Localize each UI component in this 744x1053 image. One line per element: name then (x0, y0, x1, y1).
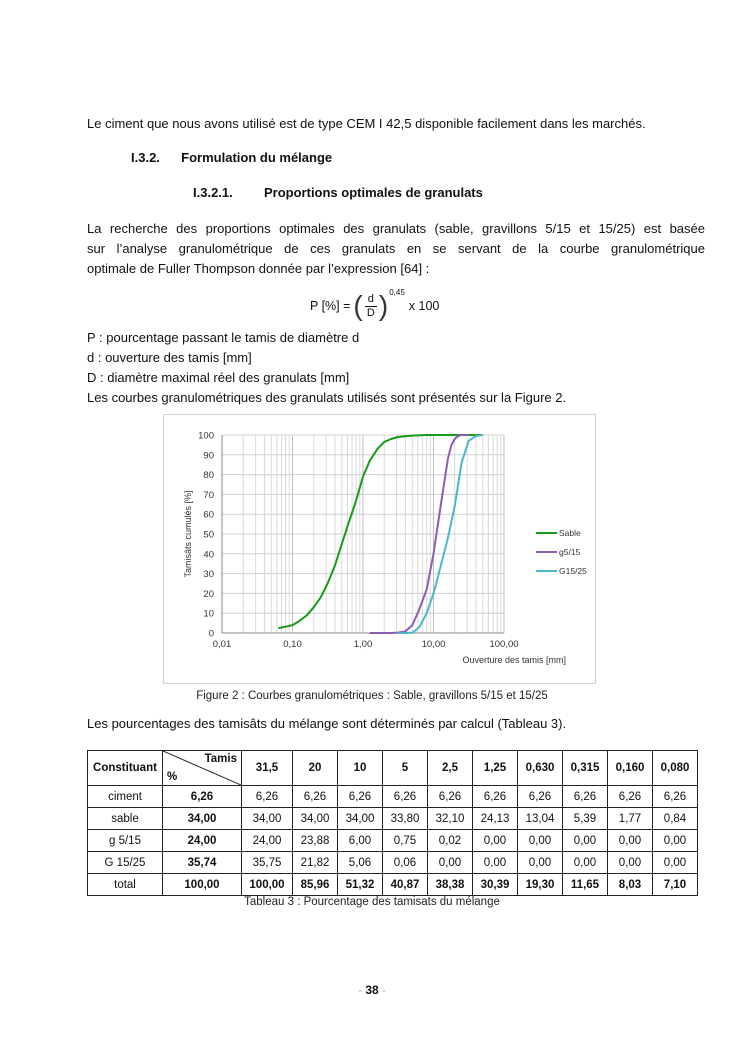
row-value: 11,65 (563, 874, 608, 896)
table-intro: Les pourcentages des tamisâts du mélange sont déterminés par calcul (Tableau 3). (87, 716, 567, 731)
y-tick-label: 60 (203, 509, 214, 521)
paren-left: ( (353, 290, 363, 321)
page-dash-left: - (357, 983, 362, 997)
legend-label: g5/15 (559, 547, 581, 557)
row-value: 6,26 (242, 786, 293, 808)
row-value: 0,00 (608, 830, 653, 852)
row-value: 35,75 (242, 852, 293, 874)
header-pct: % (167, 771, 178, 783)
row-value: 0,00 (473, 852, 518, 874)
granulometry-chart (163, 414, 596, 684)
row-value: 6,00 (338, 830, 383, 852)
y-tick-label: 20 (203, 588, 214, 600)
row-value: 7,10 (653, 874, 698, 896)
formula-denominator: D (366, 306, 375, 319)
row-value: 51,32 (338, 874, 383, 896)
row-value: 6,26 (293, 786, 338, 808)
row-value: 5,39 (563, 808, 608, 830)
row-value: 38,38 (428, 874, 473, 896)
header-tamis-pct (163, 751, 242, 786)
formula-exponent: 0,45 (389, 287, 405, 297)
header-sieve: 0,080 (653, 751, 698, 786)
row-value: 6,26 (338, 786, 383, 808)
formula-fraction (365, 293, 377, 320)
table-body (88, 786, 698, 896)
y-tick-label: 10 (203, 608, 214, 620)
table-header-row (88, 751, 698, 786)
row-value: 6,26 (653, 786, 698, 808)
row-value: 0,00 (563, 830, 608, 852)
row-value: 5,06 (338, 852, 383, 874)
row-constituant: g 5/15 (88, 830, 163, 852)
y-tick-label: 40 (203, 549, 214, 561)
definition-line: Les courbes granulométriques des granulats utilisés sont présentés sur la Figure 2. (87, 390, 567, 405)
y-tick-label: 70 (203, 489, 214, 501)
row-value: 6,26 (428, 786, 473, 808)
row-value: 6,26 (563, 786, 608, 808)
row-value: 0,02 (428, 830, 473, 852)
row-value: 0,00 (428, 852, 473, 874)
row-value: 6,26 (518, 786, 563, 808)
x-tick-label: 1,00 (353, 639, 373, 650)
header-sieve: 20 (293, 751, 338, 786)
row-value: 6,26 (473, 786, 518, 808)
row-value: 33,80 (383, 808, 428, 830)
formula-numerator: d (365, 293, 377, 307)
row-value: 34,00 (293, 808, 338, 830)
paragraph (87, 219, 705, 279)
row-pct: 100,00 (163, 874, 242, 896)
row-value: 100,00 (242, 874, 293, 896)
row-value: 23,88 (293, 830, 338, 852)
header-sieve: 0,630 (518, 751, 563, 786)
paragraph-line: sur l’analyse granulométrique de ces granulats en se servant de la courbe granulométrique (87, 241, 705, 256)
y-tick-label: 100 (198, 430, 214, 442)
header-sieve: 0,160 (608, 751, 653, 786)
row-constituant: total (88, 874, 163, 896)
definitions (87, 328, 566, 408)
table-row (88, 874, 698, 896)
table-row (88, 852, 698, 874)
x-tick-label: 0,01 (212, 639, 232, 650)
row-value: 0,75 (383, 830, 428, 852)
row-value: 21,82 (293, 852, 338, 874)
series-line-sable (278, 435, 482, 628)
table-row (88, 786, 698, 808)
x-tick-label: 10,00 (421, 639, 446, 650)
section-number: I.3.2. (131, 150, 160, 165)
row-value: 34,00 (338, 808, 383, 830)
row-value: 13,04 (518, 808, 563, 830)
row-pct: 6,26 (163, 786, 242, 808)
definition-line: P : pourcentage passant le tamis de diamètre d (87, 330, 360, 345)
row-pct: 35,74 (163, 852, 242, 874)
table-row (88, 808, 698, 830)
x-tick-label: 0,10 (283, 639, 302, 650)
row-value: 0,00 (653, 830, 698, 852)
paragraph-line: optimale de Fuller Thompson donnée par l’expression [64] : (87, 261, 430, 276)
legend-label: Sable (559, 528, 581, 538)
y-tick-label: 30 (203, 569, 214, 581)
header-sieve: 1,25 (473, 751, 518, 786)
paren-right: ) (378, 290, 389, 321)
row-value: 0,00 (608, 852, 653, 874)
header-sieve: 5 (383, 751, 428, 786)
row-value: 0,00 (518, 852, 563, 874)
table-caption: Tableau 3 : Pourcentage des tamisats du mélange (244, 896, 500, 908)
header-constituant: Constituant (88, 751, 163, 786)
row-value: 0,00 (563, 852, 608, 874)
section-title: Formulation du mélange (181, 150, 333, 165)
row-value: 0,00 (473, 830, 518, 852)
row-value: 30,39 (473, 874, 518, 896)
row-value: 0,00 (518, 830, 563, 852)
legend-label: G15/25 (559, 566, 587, 576)
y-axis-label: Tamisâts cumulés [%] (183, 490, 193, 578)
formula-rhs: x 100 (408, 299, 440, 313)
x-axis-label: Ouverture des tamis [mm] (462, 655, 566, 665)
paragraph-line: La recherche des proportions optimales des granulats (sable, gravillons 5/15 et 15/25) est basée (87, 221, 705, 236)
row-value: 0,00 (653, 852, 698, 874)
header-tamis: Tamis (204, 753, 237, 765)
row-constituant: ciment (88, 786, 163, 808)
subsection-title: Proportions optimales de granulats (264, 185, 483, 200)
page-number (0, 983, 744, 997)
fuller-formula (310, 289, 439, 323)
row-value: 40,87 (383, 874, 428, 896)
row-constituant: G 15/25 (88, 852, 163, 874)
definition-line: d : ouverture des tamis [mm] (87, 350, 252, 365)
definition-line: D : diamètre maximal réel des granulats [mm] (87, 370, 350, 385)
row-value: 0,06 (383, 852, 428, 874)
subsection-number: I.3.2.1. (193, 185, 233, 200)
table-row (88, 830, 698, 852)
row-pct: 24,00 (163, 830, 242, 852)
row-value: 24,00 (242, 830, 293, 852)
section-heading (131, 150, 332, 165)
row-value: 32,10 (428, 808, 473, 830)
formula-lhs: P [%] = (310, 299, 351, 313)
row-value: 0,84 (653, 808, 698, 830)
row-value: 19,30 (518, 874, 563, 896)
table-wrapper (87, 750, 698, 896)
figure-caption: Figure 2 : Courbes granulométriques : Sable, gravillons 5/15 et 15/25 (196, 690, 548, 702)
header-sieve: 0,315 (563, 751, 608, 786)
y-tick-label: 0 (208, 628, 214, 640)
row-value: 34,00 (242, 808, 293, 830)
x-tick-label: 100,00 (489, 639, 519, 650)
subsection-heading (193, 185, 483, 200)
row-value: 24,13 (473, 808, 518, 830)
page-number-value: 38 (365, 983, 379, 997)
row-value: 85,96 (293, 874, 338, 896)
y-tick-label: 50 (203, 529, 214, 541)
row-value: 1,77 (608, 808, 653, 830)
chart-svg (164, 415, 595, 683)
intro-text: Le ciment que nous avons utilisé est de type CEM I 42,5 disponible facilement dans les marchés. (87, 116, 646, 131)
row-value: 6,26 (383, 786, 428, 808)
row-pct: 34,00 (163, 808, 242, 830)
y-tick-label: 90 (203, 450, 214, 462)
sieve-table (87, 750, 698, 896)
header-sieve: 2,5 (428, 751, 473, 786)
header-sieve: 31,5 (242, 751, 293, 786)
row-constituant: sable (88, 808, 163, 830)
page-dash-right: - (382, 983, 387, 997)
y-tick-label: 80 (203, 470, 214, 482)
header-sieve: 10 (338, 751, 383, 786)
row-value: 6,26 (608, 786, 653, 808)
row-value: 8,03 (608, 874, 653, 896)
